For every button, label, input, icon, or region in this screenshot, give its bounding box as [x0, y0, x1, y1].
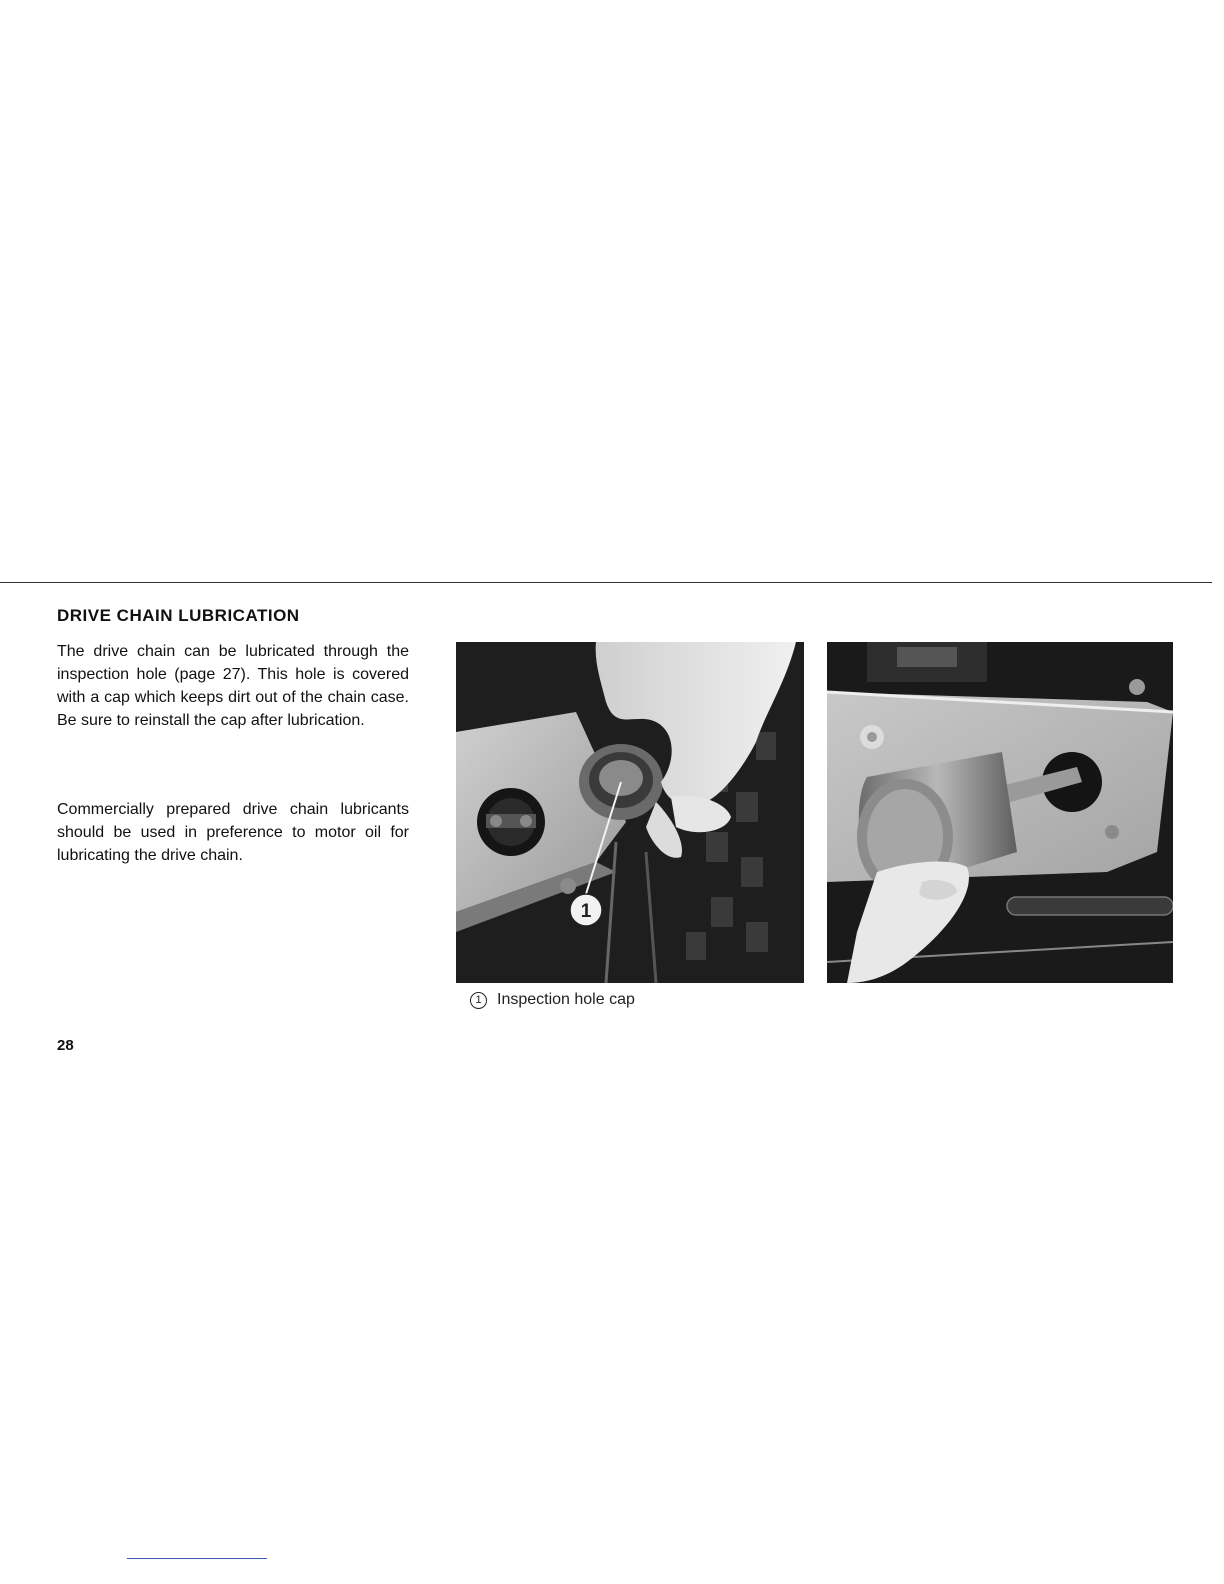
photo-inspection-cap-graphic [456, 642, 804, 983]
figure-caption [470, 991, 635, 1009]
top-divider [0, 582, 1212, 583]
caption-callout-number: 1 [470, 992, 487, 1009]
photo-inspection-cap [456, 642, 804, 983]
caption-text: Inspection hole cap [497, 991, 635, 1008]
page-number: 28 [57, 1037, 74, 1054]
photo-callout-number: 1 [580, 901, 592, 922]
photo-oil-can-graphic [827, 642, 1173, 983]
body-paragraph-1: The drive chain can be lubricated through the inspection hole (page 27). This hole is covered with a cap which keeps dirt out of the chain case. Be sure to reinstall the cap after lubrication. [57, 643, 409, 729]
body-paragraph-2: Commercially prepared drive chain lubricants should be used in preference to motor oil for lubricating the drive chain. [57, 801, 409, 864]
bottom-divider [127, 1558, 267, 1559]
photo-oil-can-lubrication [827, 642, 1173, 983]
section-heading: DRIVE CHAIN LUBRICATION [57, 606, 300, 625]
